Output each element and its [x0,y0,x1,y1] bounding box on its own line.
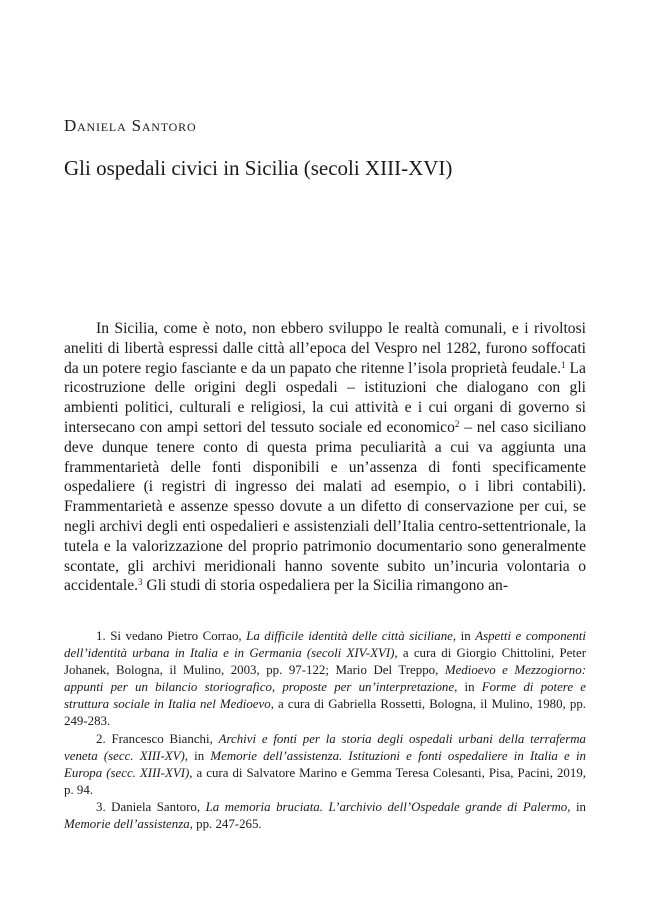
footnote-2-part: , a cura di Salvatore Marino e Gemma Teresa Colesanti, Pisa, Pacini, 2019, p. 94. [64,765,586,797]
body-text-1: In Sicilia, come è noto, non ebbero sviluppo le realtà comunali, e i rivoltosi aneliti di libertà espressi dalle città all’epoca del Vespro nel 1282, furono soffocati da un potere regio fasciante e da un papato che ritenne l’isola proprietà feudale. [64,320,586,377]
chapter-title: Gli ospedali civici in Sicilia (secoli XIII-XVI) [64,156,453,180]
footnote-2-italic: Memorie dell’assistenza. Istituzioni e fonti ospedaliere in Italia e in Europa (secc. XIII-XVI) [64,748,586,780]
footnote-1-part: , a cura di Giorgio Chittolini, Peter Johanek, Bologna, il Mulino, 2003, pp. 97-122; Mario Del Treppo, [64,646,586,678]
footnote-3-italic: La memoria bruciata. L’archivio dell’Ospedale grande di Palermo [205,799,568,814]
footnote-2-part: , in [184,748,211,763]
footnote-2-part: 2. Francesco Bianchi, [96,731,219,746]
footnote-3 [64,799,586,833]
footnote-3-part: 3. Daniela Santoro, [96,799,206,814]
footnote-2 [64,731,586,799]
author-name [64,116,196,136]
footnote-ref-2: 2 [454,418,460,429]
footnote-1-italic: Forme di potere e struttura sociale in Italia nel Medioevo [64,680,586,712]
footnote-1-italic: Medioevo e Mezzogiorno: appunti per un bilancio storiografico, proposte per un’interpretazione [64,663,586,695]
footnote-3-part: , pp. 247-265. [189,817,262,832]
footnote-1-part: , a cura di Gabriella Rossetti, Bologna, il Mulino, 1980, pp. 249-283. [64,697,587,729]
footnote-1-italic: La difficile identità delle città siciliane [246,629,453,643]
footnote-3-italic: Memorie dell’assistenza [64,817,190,832]
body-text-4: Gli studi di storia ospedaliera per la Sicilia rimangono an- [142,577,509,595]
footnote-1-part: , in [452,629,476,643]
author-name-text: Daniela Santoro [64,116,197,135]
footnote-ref-1: 1 [561,359,566,370]
footnotes [64,628,586,833]
footnote-ref-3: 3 [138,577,143,588]
footnote-2-italic: Archivi e fonti per la storia degli ospedali urbani della terraferma veneta (secc. XIII-XV) [64,731,586,763]
footnote-1-part: 1. Si vedano Pietro Corrao, [96,629,247,643]
footnote-3-part: , in [567,799,586,814]
body-text-2: La ricostruzione delle origini degli ospedali – istituzioni che dialogano con gli ambienti politici, culturali e religiosi, la cui attività e i cui organi di governo si intersecano con ampi settori del tessuto sociale ed economico [64,359,586,436]
footnote-1-italic: Aspetti e componenti dell’identità urbana in Italia e in Germania (secoli XIV-XVI) [64,629,586,661]
body-paragraph [64,319,586,596]
footnote-1-part: , in [454,680,482,695]
body-text-3: – nel caso siciliano deve dunque tenere conto di questa prima peculiarità a cui va aggiunta una frammentarietà delle fonti disponibili e un’assenza di fonti specificamente ospedaliere (i registri di ingresso dei malati ad esempio, o i libri contabili). Frammentarietà e assenze spesso dovute a un difetto di conservazione per cui, se negli archivi degli enti ospedalieri e assistenziali dell’Italia centro-settentrionale, la tutela e la valorizzazione del proprio patrimonio documentario sono generalmente scontate, gli archivi meridionali hanno sovente subito un’incuria volontaria o accidentale. [64,418,587,595]
footnote-1 [64,628,586,731]
